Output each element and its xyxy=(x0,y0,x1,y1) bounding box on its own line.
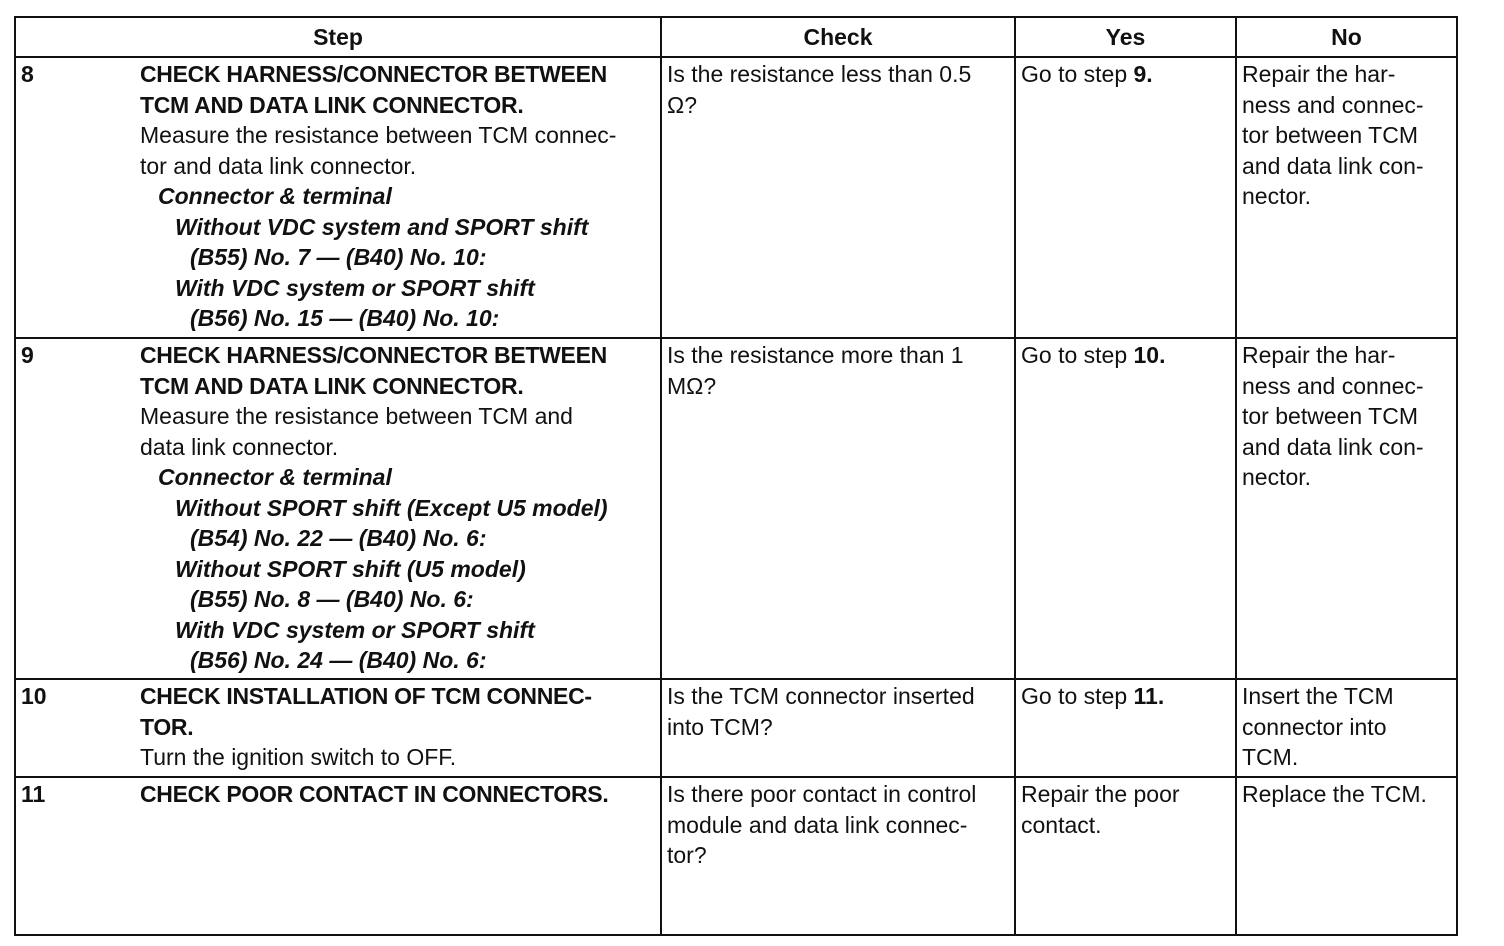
condition-label: Without SPORT shift (Except U5 model) xyxy=(175,494,608,521)
step-description: Turn the ignition switch to OFF. xyxy=(140,744,457,770)
step-cell xyxy=(15,57,661,338)
no-cell: Insert the TCM connector into TCM. xyxy=(1236,679,1457,777)
check-cell: Is there poor contact in control module and data link connec- tor? xyxy=(661,777,1015,935)
step-number: 10 xyxy=(21,683,47,709)
connector-heading: Connector & terminal xyxy=(158,464,392,490)
step-cell xyxy=(15,338,661,679)
check-cell: Is the resistance more than 1 MΩ? xyxy=(661,338,1015,679)
condition-label: Without SPORT shift (U5 model) xyxy=(175,555,526,582)
step-number: 11 xyxy=(21,781,46,807)
yes-step-link: 11. xyxy=(1133,683,1165,709)
step-title: CHECK HARNESS/CONNECTOR BETWEEN TCM AND DATA LINK CONNECTOR. xyxy=(140,342,607,399)
no-cell: Repair the har- ness and connec- tor between TCM and data link con- nector. xyxy=(1236,57,1457,338)
yes-cell xyxy=(1015,679,1236,777)
terminal-spec: (B56) No. 15 — (B40) No. 10: xyxy=(190,305,500,331)
terminal-spec: (B55) No. 8 — (B40) No. 6: xyxy=(190,586,474,612)
step-title: CHECK INSTALLATION OF TCM CONNEC- TOR. xyxy=(140,683,592,740)
yes-cell: Repair the poor contact. xyxy=(1015,777,1236,935)
yes-cell xyxy=(1015,57,1236,338)
no-cell: Repair the har- ness and connec- tor between TCM and data link con- nector. xyxy=(1236,338,1457,679)
header-check: Check xyxy=(661,17,1015,57)
step-number: 9 xyxy=(21,342,34,368)
table-row xyxy=(15,57,1457,338)
header-yes: Yes xyxy=(1015,17,1236,57)
check-cell: Is the TCM connector inserted into TCM? xyxy=(661,679,1015,777)
yes-cell xyxy=(1015,338,1236,679)
table-row xyxy=(15,679,1457,777)
condition-label: With VDC system or SPORT shift xyxy=(175,616,535,643)
step-title: CHECK POOR CONTACT IN CONNECTORS. xyxy=(140,781,609,807)
terminal-spec: (B54) No. 22 — (B40) No. 6: xyxy=(190,525,487,551)
header-step: Step xyxy=(15,17,661,57)
yes-step-link: 9. xyxy=(1133,61,1153,87)
yes-prefix: Go to step xyxy=(1021,342,1134,368)
diagnostic-table xyxy=(14,16,1458,936)
no-cell: Replace the TCM. xyxy=(1236,777,1457,935)
step-cell xyxy=(15,777,661,935)
condition-label: Without VDC system and SPORT shift xyxy=(175,213,589,240)
header-no: No xyxy=(1236,17,1457,57)
connector-heading: Connector & terminal xyxy=(158,183,392,209)
step-title: CHECK HARNESS/CONNECTOR BETWEEN TCM AND DATA LINK CONNECTOR. xyxy=(140,61,607,118)
table-row xyxy=(15,777,1457,935)
check-cell: Is the resistance less than 0.5 Ω? xyxy=(661,57,1015,338)
yes-prefix: Go to step xyxy=(1021,683,1134,709)
terminal-spec: (B56) No. 24 — (B40) No. 6: xyxy=(190,647,487,673)
step-cell xyxy=(15,679,661,777)
header-row xyxy=(15,17,1457,57)
yes-prefix: Go to step xyxy=(1021,61,1134,87)
yes-step-link: 10. xyxy=(1133,342,1166,368)
step-description: Measure the resistance between TCM and data link connector. xyxy=(140,403,573,460)
step-description: Measure the resistance between TCM connec- tor and data link connector. xyxy=(140,122,617,179)
terminal-spec: (B55) No. 7 — (B40) No. 10: xyxy=(190,244,487,270)
step-number: 8 xyxy=(21,61,34,87)
table-row xyxy=(15,338,1457,679)
condition-label: With VDC system or SPORT shift xyxy=(175,274,535,301)
